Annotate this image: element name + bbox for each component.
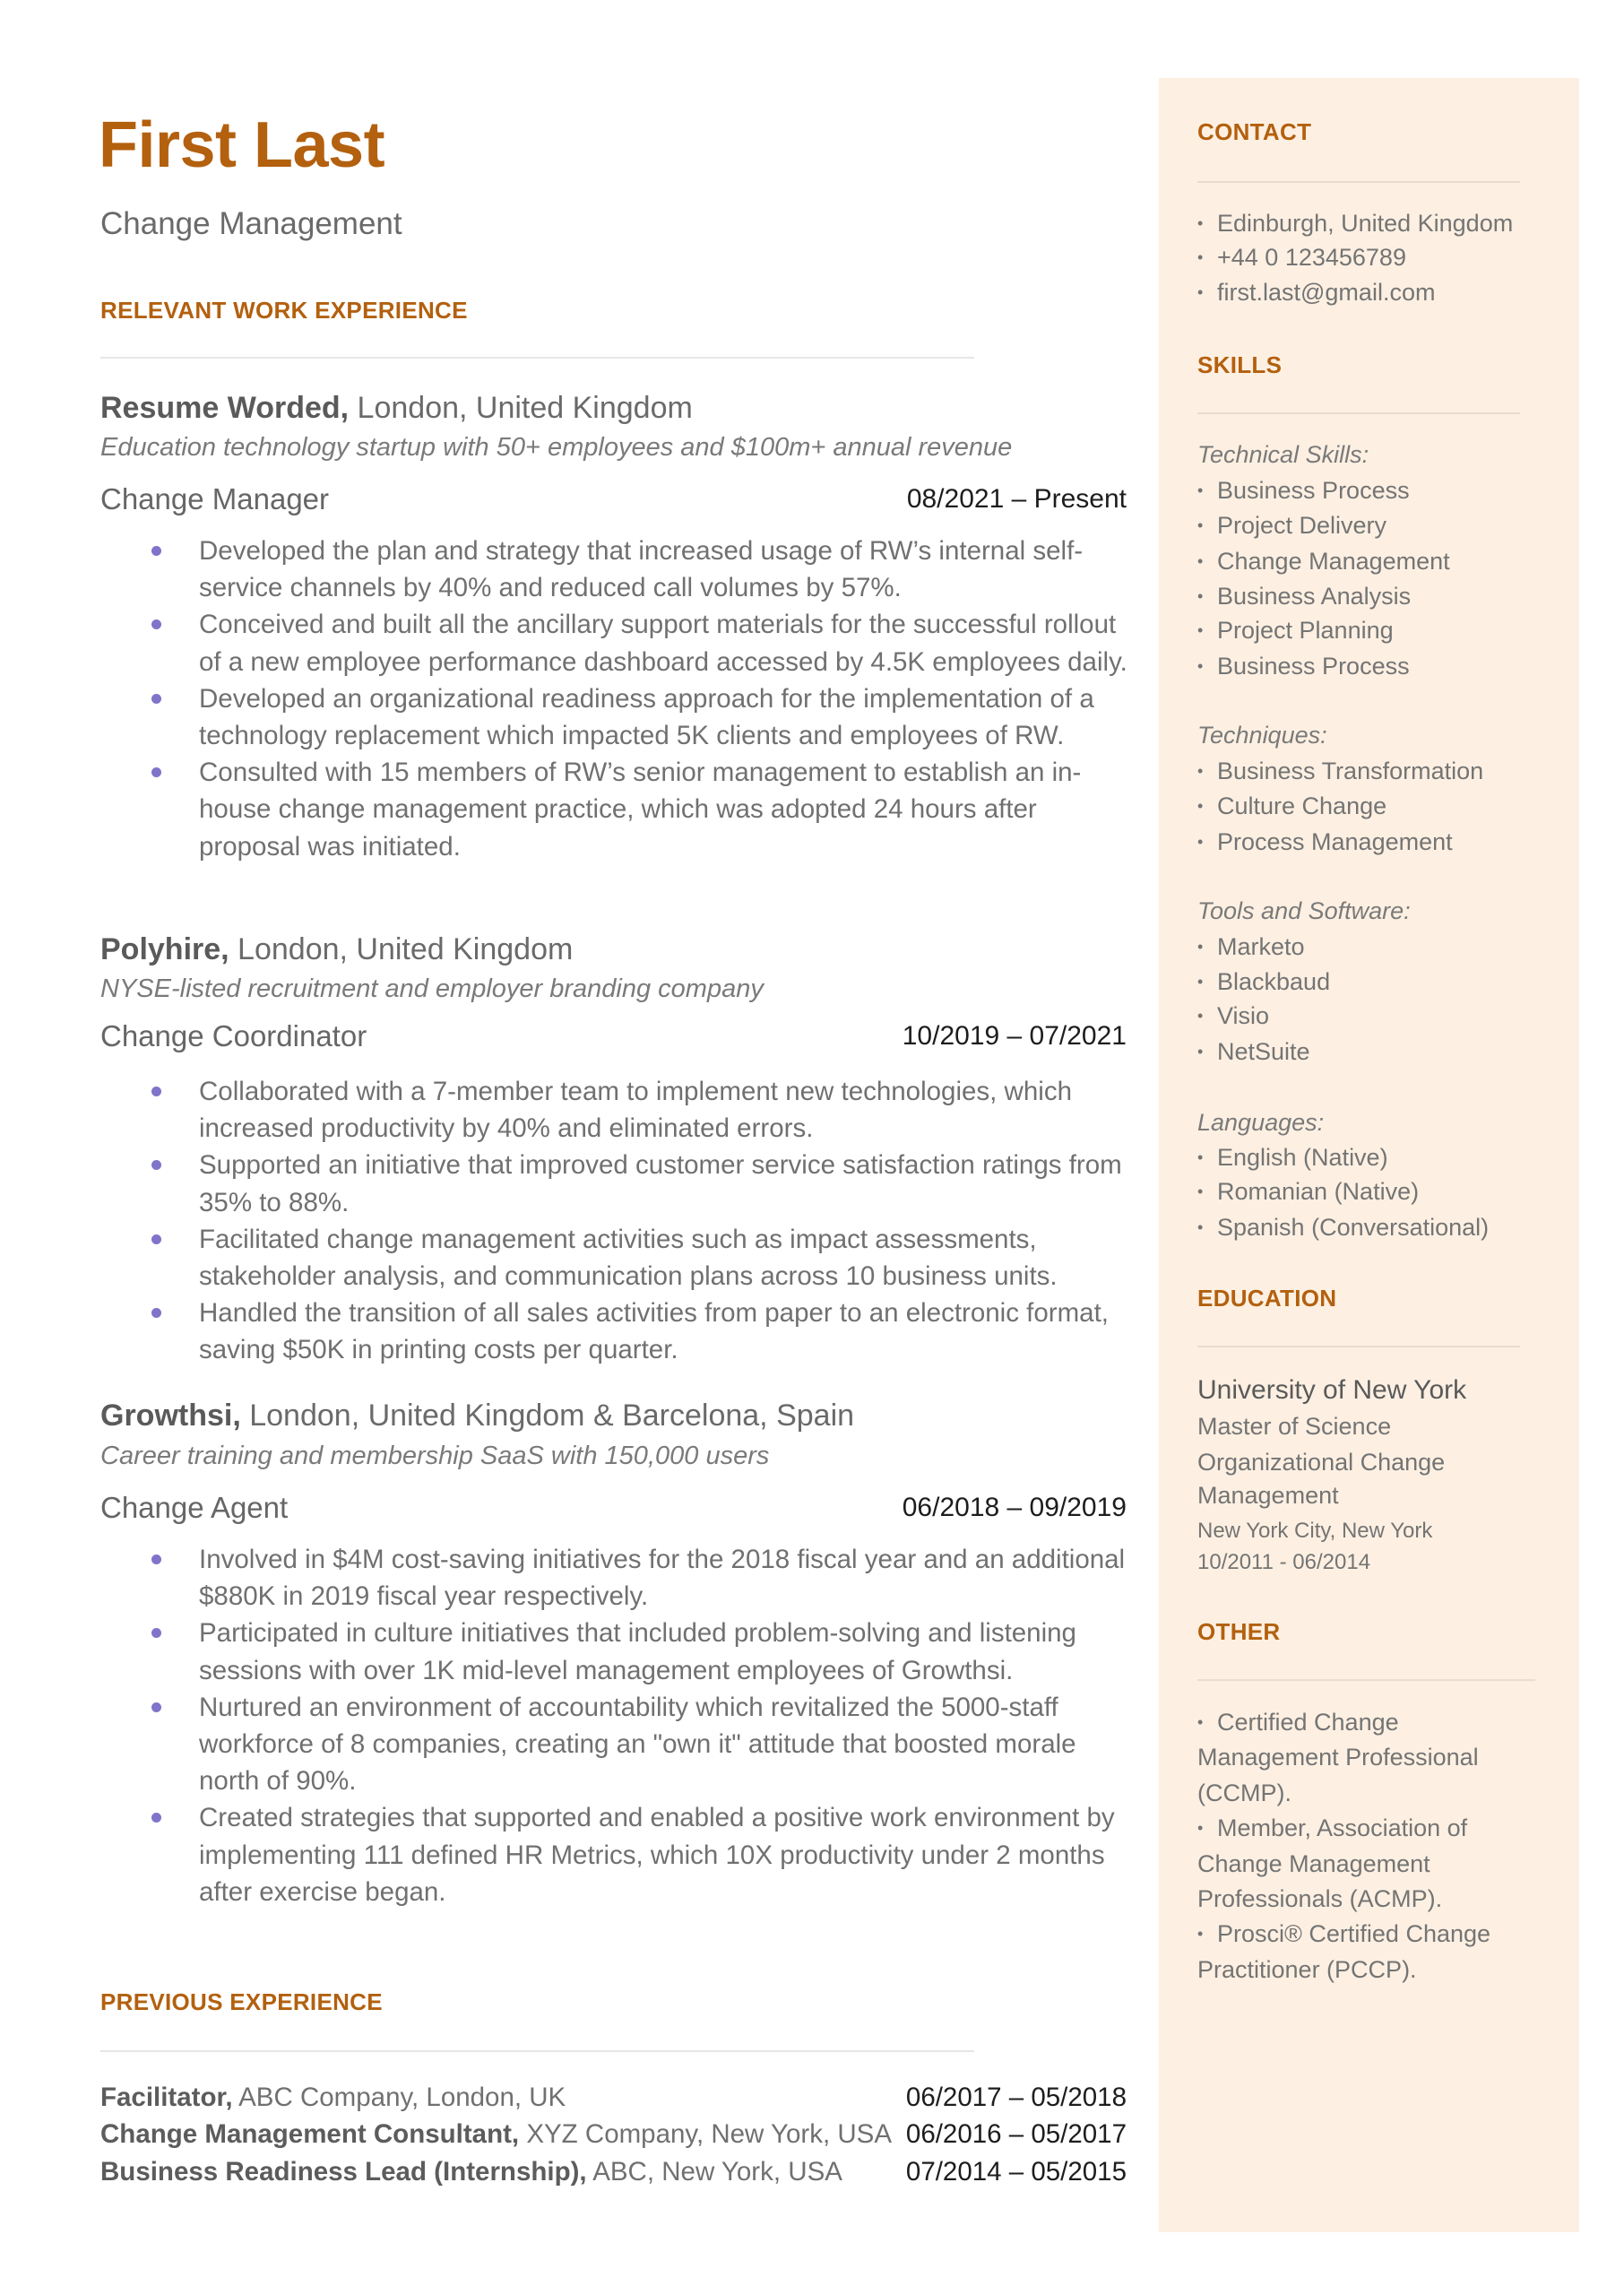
- skill-item: • Blackbaud: [1197, 966, 1330, 998]
- previous-job-details: ABC Company, London, UK: [232, 2083, 566, 2112]
- bullet-dot-icon: [151, 546, 161, 556]
- company-description: Career training and membership SaaS with 150,000 users: [100, 1442, 770, 1470]
- bullet-text: Handled the transition of all sales activities from paper to an electronic format, saving $50K in printing costs per quarter.: [199, 1298, 1109, 1365]
- section-divider: [100, 357, 974, 359]
- contact-phone: • +44 0 123456789: [1197, 241, 1406, 273]
- bullet-item: [199, 1147, 1131, 1220]
- bullet-dot-icon: [151, 1234, 161, 1244]
- previous-job-row: [100, 2080, 566, 2116]
- bullet-dot-icon: [151, 1160, 161, 1170]
- other-item: [1197, 1705, 1520, 1811]
- bullet-text: Created strategies that supported and enabled a positive work environment by implementing 111 defined HR Metrics, which 10X productivity under 2 months after exercise began.: [199, 1803, 1115, 1907]
- job-role: Change Agent: [100, 1491, 289, 1524]
- skill-item: • English (Native): [1197, 1141, 1388, 1173]
- education-degree: Master of Science: [1197, 1413, 1392, 1440]
- skill-item: • Culture Change: [1197, 790, 1386, 822]
- section-divider: [1197, 1679, 1535, 1681]
- bullet-item: [199, 680, 1131, 754]
- bullet-text: Developed the plan and strategy that increased usage of RW’s internal self-service channels by 40% and reduced call volumes by 57%.: [199, 536, 1084, 603]
- education-field: Organizational Change: [1197, 1449, 1446, 1476]
- skill-group-label: Tools and Software:: [1197, 897, 1411, 924]
- skill-item: • Business Analysis: [1197, 580, 1411, 612]
- section-heading-relevant-experience: RELEVANT WORK EXPERIENCE: [100, 297, 468, 324]
- bullet-item: [199, 533, 1131, 606]
- previous-job-dates: 06/2016 – 05/2017: [905, 2119, 1127, 2149]
- bullet-item: [199, 1799, 1131, 1910]
- bullet-item: [199, 606, 1131, 680]
- section-heading-contact: CONTACT: [1197, 118, 1312, 145]
- previous-job-row: [100, 2117, 892, 2152]
- company-location: London, United Kingdom: [349, 391, 693, 425]
- bullet-text: Developed an organizational readiness approach for the implementation of a technology replacement which impacted 5K clients and employees of RW.: [199, 683, 1094, 751]
- bullet-dot-icon: [151, 694, 161, 704]
- section-divider: [1197, 181, 1520, 183]
- other-list: [1197, 1705, 1520, 1988]
- job-bullets: [199, 1541, 1131, 1910]
- previous-job-title: Facilitator,: [100, 2083, 233, 2112]
- job-bullets: [199, 533, 1131, 865]
- company-description: Education technology startup with 50+ employees and $100m+ annual revenue: [100, 433, 1013, 462]
- bullet-item: [199, 754, 1131, 865]
- other-item-text: Member, Association of Change Management Professionals (ACMP).: [1197, 1814, 1468, 1913]
- bullet-dot-icon: [151, 1813, 161, 1823]
- bullet-icon: •: [1197, 1925, 1204, 1944]
- skill-group-label: Technical Skills:: [1197, 441, 1369, 468]
- previous-job-row: [100, 2154, 842, 2190]
- education-field-cont: Management: [1197, 1482, 1339, 1509]
- bullet-text: Consulted with 15 members of RW’s senior management to establish an in-house change management practice, which was adopted 24 hours after proposal was initiated.: [199, 758, 1082, 862]
- bullet-text: Conceived and built all the ancillary support materials for the successful rollout of a new employee performance dashboard accessed by 4.5K employees daily.: [199, 610, 1127, 677]
- skill-item: • Marketo: [1197, 931, 1305, 963]
- bullet-dot-icon: [151, 767, 161, 777]
- company-location: London, United Kingdom & Barcelona, Spain: [240, 1399, 855, 1433]
- education-school: University of New York: [1197, 1375, 1467, 1405]
- job-company: [100, 931, 573, 967]
- contact-email[interactable]: • first.last@gmail.com: [1197, 276, 1435, 308]
- section-heading-education: EDUCATION: [1197, 1285, 1337, 1312]
- bullet-text: Involved in $4M cost-saving initiatives for the 2018 fiscal year and an additional $880K in 2019 fiscal year respectively.: [199, 1545, 1126, 1612]
- other-item-text: Prosci® Certified Change Practitioner (PCCP).: [1197, 1920, 1491, 1983]
- section-divider: [1197, 1346, 1520, 1347]
- previous-job-details: ABC, New York, USA: [586, 2157, 842, 2187]
- other-item-text: Certified Change Management Professional (CCMP).: [1197, 1709, 1479, 1806]
- other-item: [1197, 1811, 1520, 1917]
- previous-job-dates: 07/2014 – 05/2015: [905, 2157, 1127, 2187]
- job-dates: 06/2018 – 09/2019: [902, 1493, 1127, 1522]
- previous-job-title: Change Management Consultant,: [100, 2119, 520, 2149]
- candidate-title: Change Management: [100, 206, 402, 241]
- previous-job-details: XYZ Company, New York, USA: [519, 2119, 893, 2149]
- section-divider: [1197, 412, 1520, 414]
- skill-item: • Project Delivery: [1197, 509, 1386, 541]
- education-dates: 10/2011 - 06/2014: [1197, 1550, 1371, 1574]
- section-heading-skills: SKILLS: [1197, 351, 1283, 378]
- bullet-item: [199, 1689, 1131, 1800]
- previous-job-title: Business Readiness Lead (Internship),: [100, 2157, 587, 2187]
- job-bullets: [199, 1073, 1131, 1369]
- skill-item: • NetSuite: [1197, 1035, 1310, 1068]
- bullet-text: Facilitated change management activities such as impact assessments, stakeholder analysis, and communication plans across 10 business units.: [199, 1224, 1058, 1292]
- company-name: Polyhire,: [100, 932, 229, 966]
- contact-location: • Edinburgh, United Kingdom: [1197, 207, 1513, 239]
- bullet-dot-icon: [151, 1628, 161, 1638]
- bullet-icon: •: [1197, 1819, 1204, 1838]
- skill-item: • Process Management: [1197, 826, 1453, 858]
- skill-group-label: Languages:: [1197, 1109, 1325, 1136]
- section-divider: [100, 2050, 974, 2052]
- skill-item: • Business Process: [1197, 650, 1410, 682]
- bullet-item: [199, 1541, 1131, 1615]
- bullet-dot-icon: [151, 1308, 161, 1318]
- previous-job-dates: 06/2017 – 05/2018: [905, 2083, 1127, 2112]
- skill-item: • Project Planning: [1197, 614, 1394, 646]
- job-role: Change Coordinator: [100, 1019, 367, 1052]
- company-name: Growthsi,: [100, 1399, 241, 1433]
- bullet-text: Supported an initiative that improved customer service satisfaction ratings from 35% to 88%.: [199, 1150, 1122, 1217]
- skill-item: • Change Management: [1197, 545, 1450, 577]
- job-role: Change Manager: [100, 482, 330, 515]
- company-description: NYSE-listed recruitment and employer branding company: [100, 974, 764, 1003]
- job-dates: 08/2021 – Present: [906, 484, 1127, 514]
- bullet-item: [199, 1073, 1131, 1147]
- other-item: [1197, 1917, 1520, 1988]
- bullet-dot-icon: [151, 1702, 161, 1712]
- skill-item: • Romanian (Native): [1197, 1175, 1419, 1208]
- job-dates: 10/2019 – 07/2021: [902, 1021, 1127, 1051]
- company-name: Resume Worded,: [100, 391, 350, 425]
- bullet-dot-icon: [151, 1555, 161, 1564]
- skill-group-label: Techniques:: [1197, 722, 1327, 749]
- job-company: [100, 390, 693, 426]
- bullet-dot-icon: [151, 619, 161, 629]
- company-location: London, United Kingdom: [229, 932, 574, 966]
- skill-item: • Business Transformation: [1197, 755, 1483, 787]
- bullet-item: [199, 1295, 1131, 1368]
- bullet-text: Nurtured an environment of accountability which revitalized the 5000-staff workforce of 8 companies, creating an "own it" attitude that boosted morale north of 90%.: [199, 1692, 1076, 1797]
- section-heading-previous-experience: PREVIOUS EXPERIENCE: [100, 1988, 383, 2015]
- skill-item: • Visio: [1197, 1000, 1269, 1032]
- bullet-dot-icon: [151, 1087, 161, 1096]
- bullet-icon: •: [1197, 1713, 1204, 1731]
- skill-item: • Spanish (Conversational): [1197, 1211, 1489, 1243]
- education-location: New York City, New York: [1197, 1519, 1433, 1543]
- bullet-item: [199, 1221, 1131, 1295]
- section-heading-other: OTHER: [1197, 1618, 1281, 1645]
- bullet-text: Collaborated with a 7-member team to implement new technologies, which increased productivity by 40% and eliminated errors.: [199, 1077, 1072, 1144]
- bullet-item: [199, 1615, 1131, 1688]
- candidate-name: First Last: [99, 109, 385, 181]
- bullet-text: Participated in culture initiatives that included problem-solving and listening sessions with over 1K mid-level management employees of Growthsi.: [199, 1618, 1076, 1685]
- skill-item: • Business Process: [1197, 474, 1410, 507]
- job-company: [100, 1398, 854, 1433]
